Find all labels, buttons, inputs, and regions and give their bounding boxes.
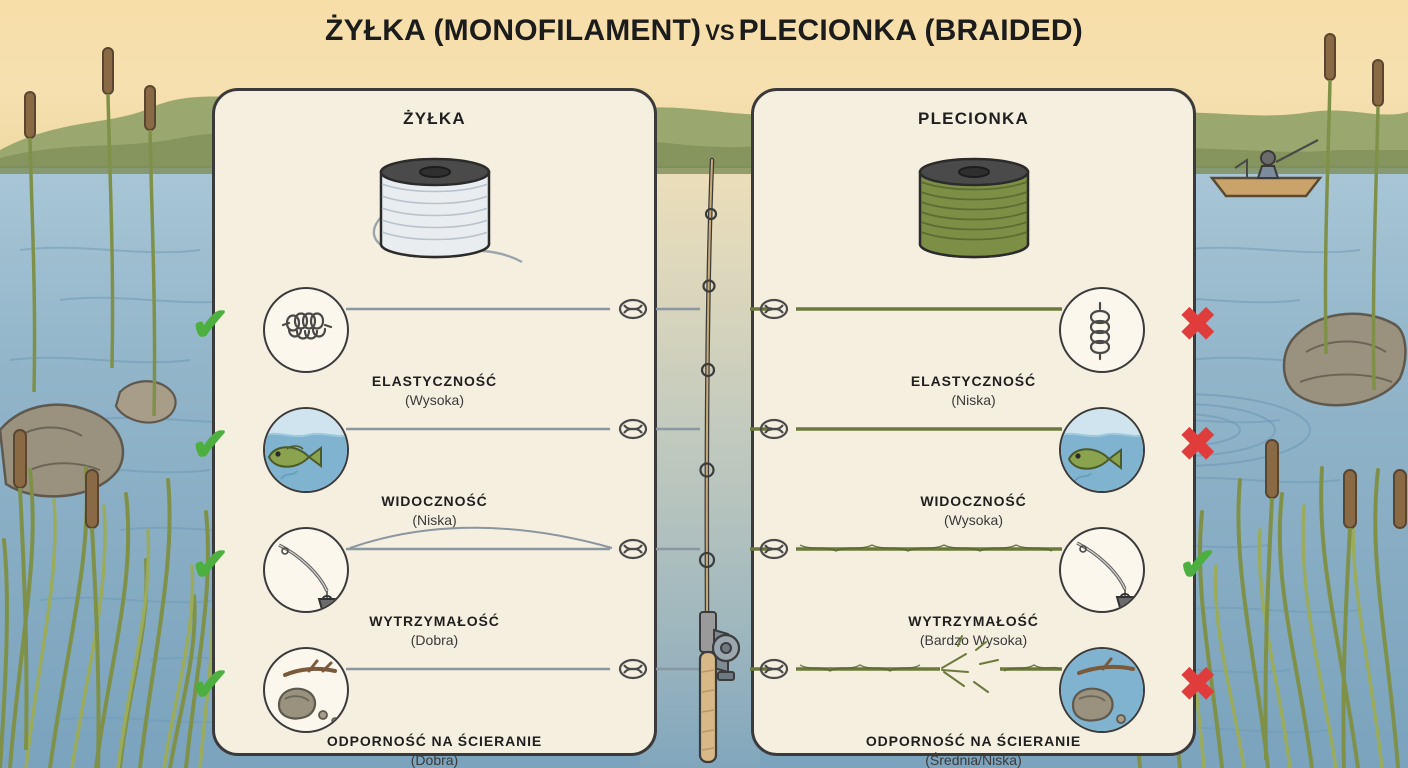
row-plecionka-wytrzymalosc (754, 527, 1217, 648)
panel-zylka (191, 88, 657, 768)
row-label: WYTRZYMAŁOŚĆ (908, 613, 1039, 629)
row-label: WYTRZYMAŁOŚĆ (369, 613, 500, 629)
panel-zylka-heading: ŻYŁKA (403, 109, 466, 128)
spool-monofilament (215, 139, 654, 269)
coil-spring-icon (263, 287, 349, 373)
coil-spring-icon (1059, 287, 1145, 373)
rock-branch-icon (263, 647, 349, 733)
mark-check-icon: ✔ (1178, 538, 1217, 590)
row-plecionka-odpornosc (754, 647, 1217, 768)
title-vs: VS (705, 20, 735, 45)
row-value: (Dobra) (410, 752, 459, 768)
mark-cross-icon: ✖ (1178, 298, 1217, 350)
rock-branch-frayed-icon (1059, 647, 1145, 733)
row-zylka-widocznosc (191, 407, 654, 528)
row-zylka-elastycznosc-labels (215, 373, 654, 408)
row-plecionka-odpornosc-labels (754, 733, 1193, 768)
row-value: (Wysoka) (405, 392, 464, 408)
row-label: WIDOCZNOŚĆ (381, 493, 488, 509)
fish-underwater-icon (263, 407, 349, 493)
page-title (0, 14, 1408, 48)
row-zylka-odpornosc-labels (215, 733, 654, 768)
row-label: ELASTYCZNOŚĆ (371, 373, 498, 389)
mark-cross-icon: ✖ (1178, 658, 1217, 710)
row-value: (Wysoka) (944, 512, 1003, 528)
title-left: ŻYŁKA (MONOFILAMENT) (325, 14, 702, 47)
row-plecionka-wytrzymalosc-labels (754, 613, 1193, 648)
mark-check-icon: ✔ (191, 658, 230, 710)
row-label: WIDOCZNOŚĆ (920, 493, 1027, 509)
bent-rod-weight-icon (1059, 527, 1145, 613)
spool-braided (754, 139, 1193, 269)
row-label: ODPORNOŚĆ NA ŚCIERANIE (865, 733, 1082, 749)
row-value: (Niska) (412, 512, 457, 528)
row-value: (Średnia/Niska) (925, 752, 1022, 768)
row-zylka-elastycznosc (191, 287, 654, 408)
row-value: (Dobra) (410, 632, 459, 648)
row-plecionka-elastycznosc-labels (754, 373, 1193, 408)
row-plecionka-widocznosc-labels (754, 493, 1193, 528)
mark-cross-icon: ✖ (1178, 418, 1217, 470)
row-value: (Bardzo Wysoka) (919, 632, 1028, 648)
panel-plecionka (751, 88, 1217, 768)
row-value: (Niska) (951, 392, 996, 408)
row-plecionka-widocznosc (754, 407, 1217, 528)
mark-check-icon: ✔ (191, 298, 230, 350)
fish-underwater-icon (1059, 407, 1145, 493)
row-zylka-wytrzymalosc-labels (215, 613, 654, 648)
mark-check-icon: ✔ (191, 538, 230, 590)
mark-check-icon: ✔ (191, 418, 230, 470)
row-label: ELASTYCZNOŚĆ (910, 373, 1037, 389)
row-zylka-wytrzymalosc (191, 527, 654, 648)
panel-plecionka-heading: PLECIONKA (918, 109, 1029, 128)
row-zylka-widocznosc-labels (215, 493, 654, 528)
row-label: ODPORNOŚĆ NA ŚCIERANIE (326, 733, 543, 749)
row-plecionka-elastycznosc (754, 287, 1217, 408)
row-zylka-odpornosc (191, 647, 654, 768)
title-right: PLECIONKA (BRAIDED) (738, 14, 1083, 47)
bent-rod-weight-icon (263, 527, 349, 613)
